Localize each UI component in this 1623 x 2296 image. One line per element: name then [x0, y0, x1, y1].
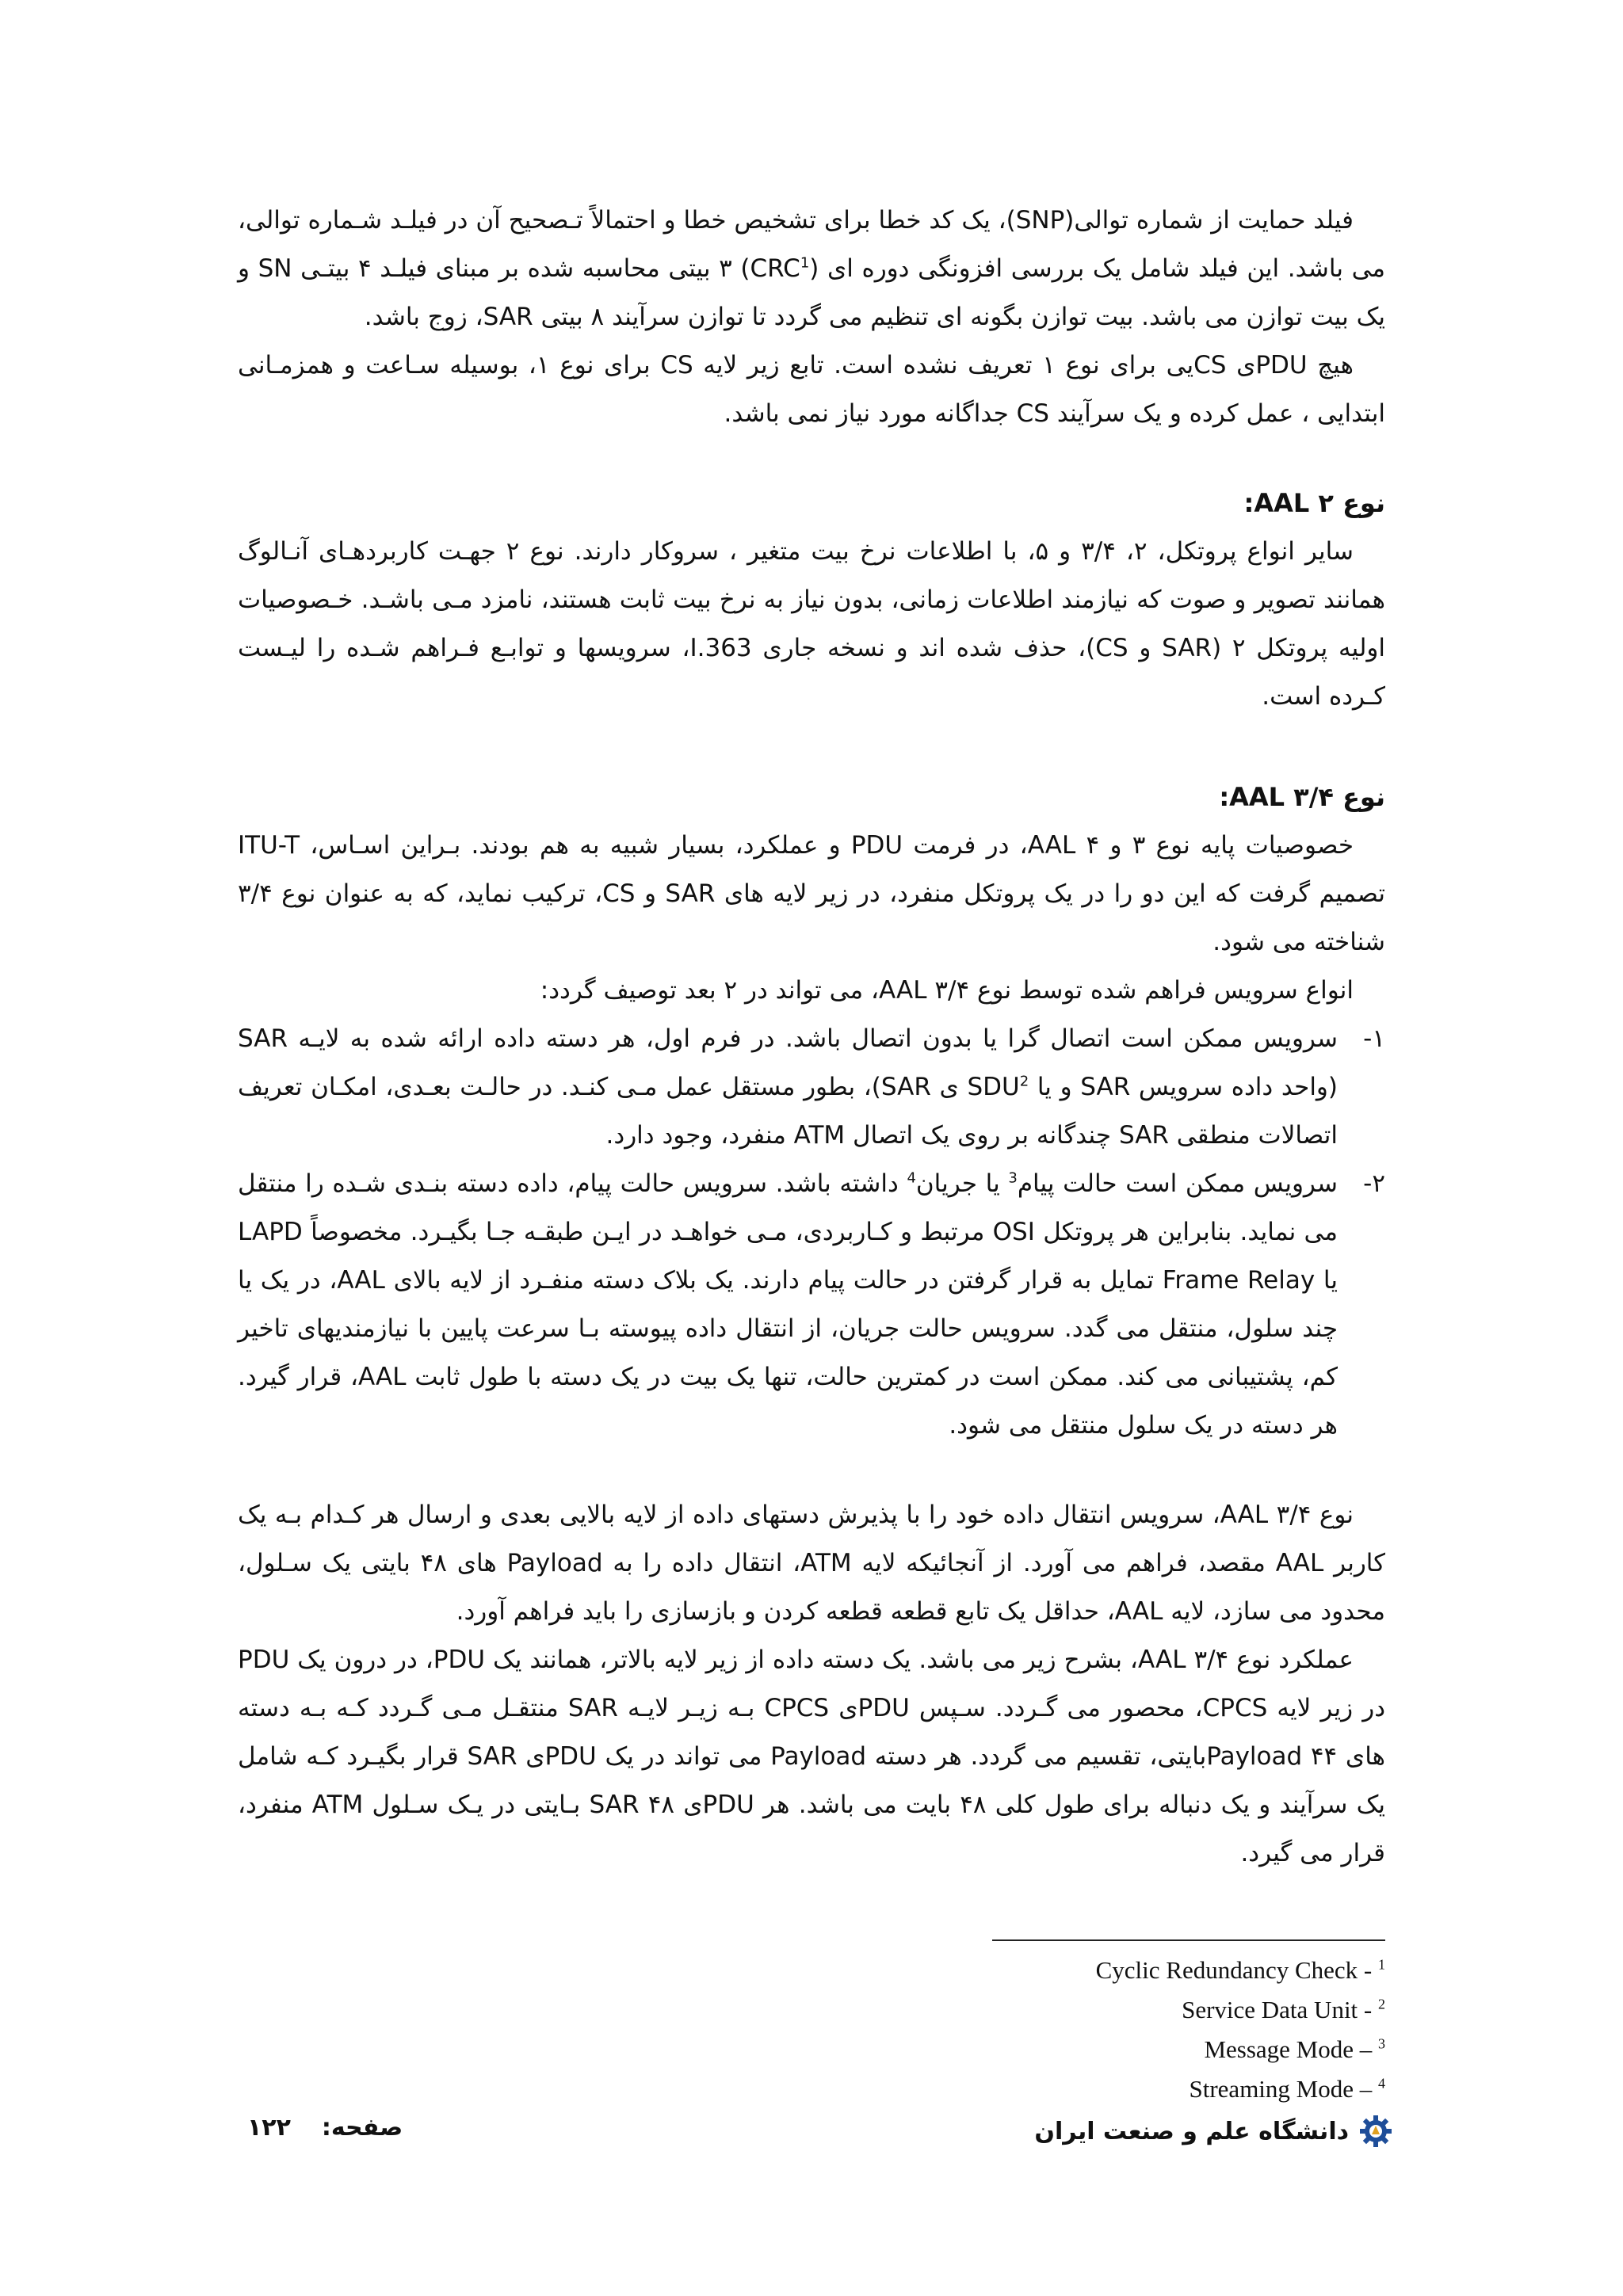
footnote-ref-3: 3	[1008, 1169, 1018, 1187]
list-text-a: سرویس ممکن است اتصال گرا یا بدون اتصال باشد. در فرم اول، هر دسته داده ارائه شده به لایـه SAR (واحد داده سرویس SAR و یا SDU	[238, 1024, 1338, 1101]
page-number-value: ۱۲۲	[247, 2114, 291, 2142]
paragraph-cs-pdu: هیچ PDUی CSیی برای نوع ۱ تعریف نشده است. تابع زیر لایه CS برای نوع ۱، بوسیله سـاعت و همزمـانی ابتدایی ، عمل کرده و یک سرآیند CS جداگانه مورد نیاز نمی باشد.	[238, 351, 1385, 428]
heading-aal2: نوع ۲ AAL:	[1243, 488, 1385, 518]
list-number: ۱-	[1363, 1024, 1385, 1053]
university-gear-logo-icon	[1358, 2114, 1393, 2149]
paragraph-aal34-intro: خصوصیات پایه نوع ۳ و ۴ AAL، در فرمت PDU و عملکرد، بسیار شبیه به هم بودند. بـراین اسـاس، ITU-T تصمیم گرفت که این دو را در یک پروتکل منفرد، در زیر لایه های SAR و CS، ترکیب نماید، که به عنوان نوع ۳/۴ شناخته می شود.	[238, 831, 1385, 956]
paragraph-aal34-transfer: نوع ۳/۴ AAL، سرویس انتقال داده خود را با پذیرش دستهای داده از لایه بالایی بعدی و ارسال هر کـدام بـه یک کاربر AAL مقصد، فراهم می آورد. از آنجائیکه لایه ATM، انتقال داده را به Payload های ۴۸ بایتی یک سـلول، محدود می سازد، لایه AAL، حداقل یک تابع قطعه قطعه کردن و بازسازی را باید فراهم آورد.	[238, 1501, 1386, 1626]
spacer	[238, 438, 1385, 479]
footnote-1	[792, 1951, 1385, 1990]
paragraph-snp-text: فیلد حمایت از شماره توالی(SNP)، یک کد خطا برای تشخیص خطا و احتمالاً تـصحیح آن در فیلـد شـماره توالی، می باشد. این فیلد شامل یک بررسی افزونگی دوره ای (CRC	[238, 206, 1386, 283]
spacer	[238, 1450, 1385, 1491]
footnote-ref-2: 2	[1019, 1073, 1029, 1090]
list-item-1	[238, 1015, 1385, 1160]
university-name: دانشگاه علم و صنعت ایران	[1034, 2117, 1349, 2145]
footnote-ref-4: 4	[907, 1169, 916, 1187]
list-number: ۲-	[1363, 1169, 1385, 1198]
footer-university	[1034, 2114, 1393, 2149]
footnote-text: Message Mode –	[1204, 2035, 1378, 2063]
page-label: صفحه:	[321, 2114, 403, 2142]
footnotes	[792, 1951, 1385, 2109]
footnote-ref-1: 1	[800, 254, 810, 272]
heading-aal34: نوع ۳/۴ AAL:	[1219, 782, 1385, 812]
list-text-c: داشته باشد. سرویس حالت پیام، داده دسته بنـدی شـده را منتقل می نماید. بنابراین هر پروتکل OSI مرتبط و کـاربردی، مـی خواهـد در ایـن طبقـه جـا بگیـرد. مخصوصاً LAPD یا Frame Relay تمایل به قرار گرفتن در حالت پیام دارند. یک بلاک دسته منفـرد از لایه بالای AAL، در یک یا چند سلول، منتقل می گدد. سرویس حالت جریان، از انتقال داده پیوسته بـا سرعت پایین با نیازمندیهای تاخیر کم، پشتیبانی می کند. ممکن است در کمترین حالت، تنها یک بیت در یک دسته با طول ثابت AAL، قرار گیرد. هر دسته در یک سلول منتقل می شود.	[238, 1169, 1338, 1440]
footnote-4	[792, 2069, 1385, 2109]
footnote-text: Service Data Unit -	[1182, 1996, 1378, 2023]
footnote-separator	[992, 1939, 1385, 1941]
spacer	[238, 721, 1385, 773]
paragraph-service-dimensions: انواع سرویس فراهم شده توسط نوع ۳/۴ AAL، می تواند در ۲ بعد توصیف گردد:	[540, 976, 1354, 1005]
footnote-3	[792, 2030, 1385, 2069]
footnote-2	[792, 1990, 1385, 2030]
list-text-b: یا جریان	[915, 1169, 1009, 1198]
paragraph-snp-text-rest: ) ۳ بیتی محاسبه شده بر مبنای فیلـد ۴ بیتـی SN و یک بیت توازن می باشد. بیت توازن بگونه ای تنظیم می گردد تا توازن سرآیند ۸ بیتی SAR، زوج باشد.	[238, 254, 1385, 331]
list-text	[238, 1160, 1338, 1450]
paragraph-snp	[238, 196, 1385, 341]
list-text-a: سرویس ممکن است حالت پیام	[1017, 1169, 1338, 1198]
list-item-2	[238, 1160, 1385, 1450]
footnote-number: 1	[1378, 1956, 1385, 1973]
paragraph-aal2: سایر انواع پروتکل، ۲، ۳/۴ و ۵، با اطلاعات نرخ بیت متغیر ، سروکار دارند. نوع ۲ جهـت کاربردهـای آنـالوگ همانند تصویر و صوت که نیازمند اطلاعات زمانی، بدون نیاز به نرخ بیت ثابت هستند، نامزد مـی باشـد. خـصوصیات اولیه پروتکل ۲ (SAR و CS)، حذف شده اند و نسخه جاری I.363، سرویسها و توابـع فـراهم شـده را لیـست کـرده است.	[238, 537, 1385, 711]
footnote-text: Cyclic Redundancy Check -	[1095, 1956, 1378, 1984]
body-text	[238, 196, 1385, 1878]
list-text-b: ی SAR)، بطور مستقل عمل مـی کنـد. در حالـت بعـدی، امکـان تعریف اتصالات منطقی SAR چندگانه بر روی یک اتصال ATM منفرد، وجود دارد.	[238, 1073, 1338, 1150]
footnote-number: 2	[1378, 1996, 1385, 2012]
footnote-number: 3	[1378, 2035, 1385, 2052]
footnote-number: 4	[1378, 2075, 1385, 2092]
footnote-text: Streaming Mode –	[1189, 2075, 1378, 2103]
list-text	[238, 1015, 1338, 1160]
paragraph-aal34-operation: عملکرد نوع ۳/۴ AAL، بشرح زیر می باشد. یک دسته داده از زیر لایه بالاتر، همانند یک PDU، در درون یک PDU در زیر لایه CPCS، محصور می گـردد. سـپس PDUی CPCS بـه زیـر لایـه SAR منتقـل مـی گـردد کـه بـه دسته های Payload ۴۴بایتی، تقسیم می گردد. هر دسته Payload می تواند در یک PDUی SAR قرار بگیـرد کـه شامل یک سرآیند و یک دنباله برای طول کلی ۴۸ بایت می باشد. هر PDUی SAR ۴۸ بـایتی در یـک سـلول ATM منفرد، قرار می گیرد.	[238, 1646, 1386, 1867]
page-number	[247, 2114, 403, 2142]
